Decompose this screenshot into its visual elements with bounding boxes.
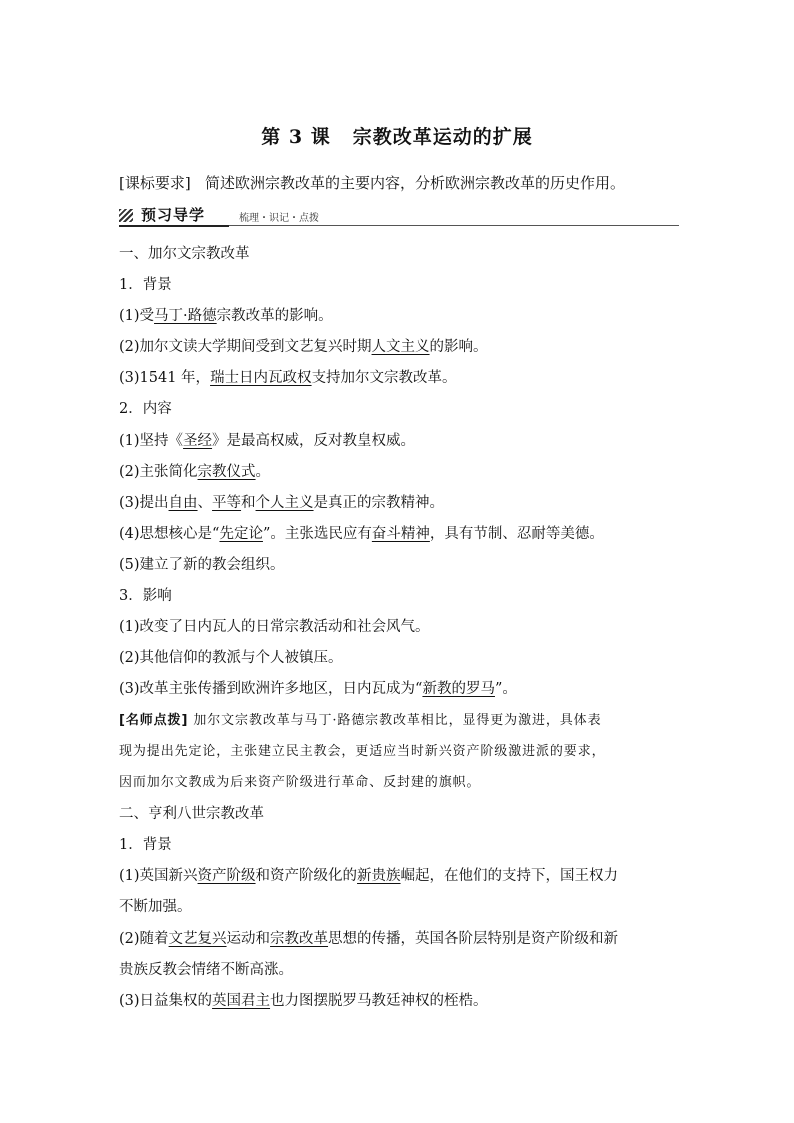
preview-banner bbox=[119, 203, 679, 227]
item-line: (4)思想核心是“先定论”。主张选民应有奋斗精神，具有节制、忍耐等美德。 bbox=[119, 526, 604, 542]
note-tag: [名师点拨] bbox=[119, 713, 189, 728]
item-line: (5)建立了新的教会组织。 bbox=[119, 557, 285, 573]
subheading-background: 1．背景 bbox=[119, 837, 172, 853]
banner-subtitle: 梳理・识记・点拨 bbox=[239, 213, 319, 224]
subheading-content: 2．内容 bbox=[119, 401, 172, 417]
item-line: (1)受马丁·路德宗教改革的影响。 bbox=[119, 308, 333, 324]
item-line: (2)随着文艺复兴运动和宗教改革思想的传播，英国各阶层特别是资产阶级和新 bbox=[119, 931, 619, 947]
item-line: (2)主张简化宗教仪式。 bbox=[119, 464, 271, 480]
teacher-note-line: 因而加尔文教成为后来资产阶级进行革命、反封建的旗帜。 bbox=[119, 775, 481, 790]
requirement-text: 简述欧洲宗教改革的主要内容，分析欧洲宗教改革的历史作用。 bbox=[205, 174, 626, 192]
stripes-icon bbox=[119, 209, 133, 222]
teacher-note: [名师点拨] 加尔文宗教改革与马丁·路德宗教改革相比，显得更为激进，具体表 bbox=[119, 713, 602, 728]
lesson-number: 第 3 课 bbox=[261, 126, 331, 148]
item-line: (1)英国新兴资产阶级和资产阶级化的新贵族崛起，在他们的支持下，国王权力 bbox=[119, 868, 619, 884]
subheading-background: 1．背景 bbox=[119, 277, 172, 293]
item-line: (2)加尔文读大学期间受到文艺复兴时期人文主义的影响。 bbox=[119, 339, 488, 355]
page-title bbox=[0, 122, 794, 149]
item-line: 贵族反教会情绪不断高涨。 bbox=[119, 962, 293, 978]
requirement-tag: [课标要求] bbox=[119, 174, 191, 192]
item-line: (1)改变了日内瓦人的日常宗教活动和社会风气。 bbox=[119, 619, 430, 635]
subheading-impact: 3．影响 bbox=[119, 588, 172, 604]
item-line: 不断加强。 bbox=[119, 899, 192, 915]
curriculum-requirement bbox=[119, 173, 625, 193]
item-line: (3)1541 年，瑞士日内瓦政权支持加尔文宗教改革。 bbox=[119, 370, 457, 386]
item-line: (2)其他信仰的教派与个人被镇压。 bbox=[119, 650, 343, 666]
teacher-note-line: 现为提出先定论，主张建立民主教会，更适应当时新兴资产阶级激进派的要求， bbox=[119, 744, 606, 759]
item-line: (3)改革主张传播到欧洲许多地区，日内瓦成为“新教的罗马”。 bbox=[119, 681, 517, 697]
item-line: (1)坚持《圣经》是最高权威，反对教皇权威。 bbox=[119, 433, 416, 449]
item-line: (3)日益集权的英国君主也力图摆脱罗马教廷神权的桎梏。 bbox=[119, 993, 488, 1009]
banner-label: 预习导学 bbox=[141, 206, 206, 224]
section-heading-1: 一、加尔文宗教改革 bbox=[119, 246, 250, 262]
section-heading-2: 二、亨利八世宗教改革 bbox=[119, 806, 264, 822]
lesson-name: 宗教改革运动的扩展 bbox=[352, 126, 533, 148]
item-line: (3)提出自由、平等和个人主义是真正的宗教精神。 bbox=[119, 495, 445, 511]
